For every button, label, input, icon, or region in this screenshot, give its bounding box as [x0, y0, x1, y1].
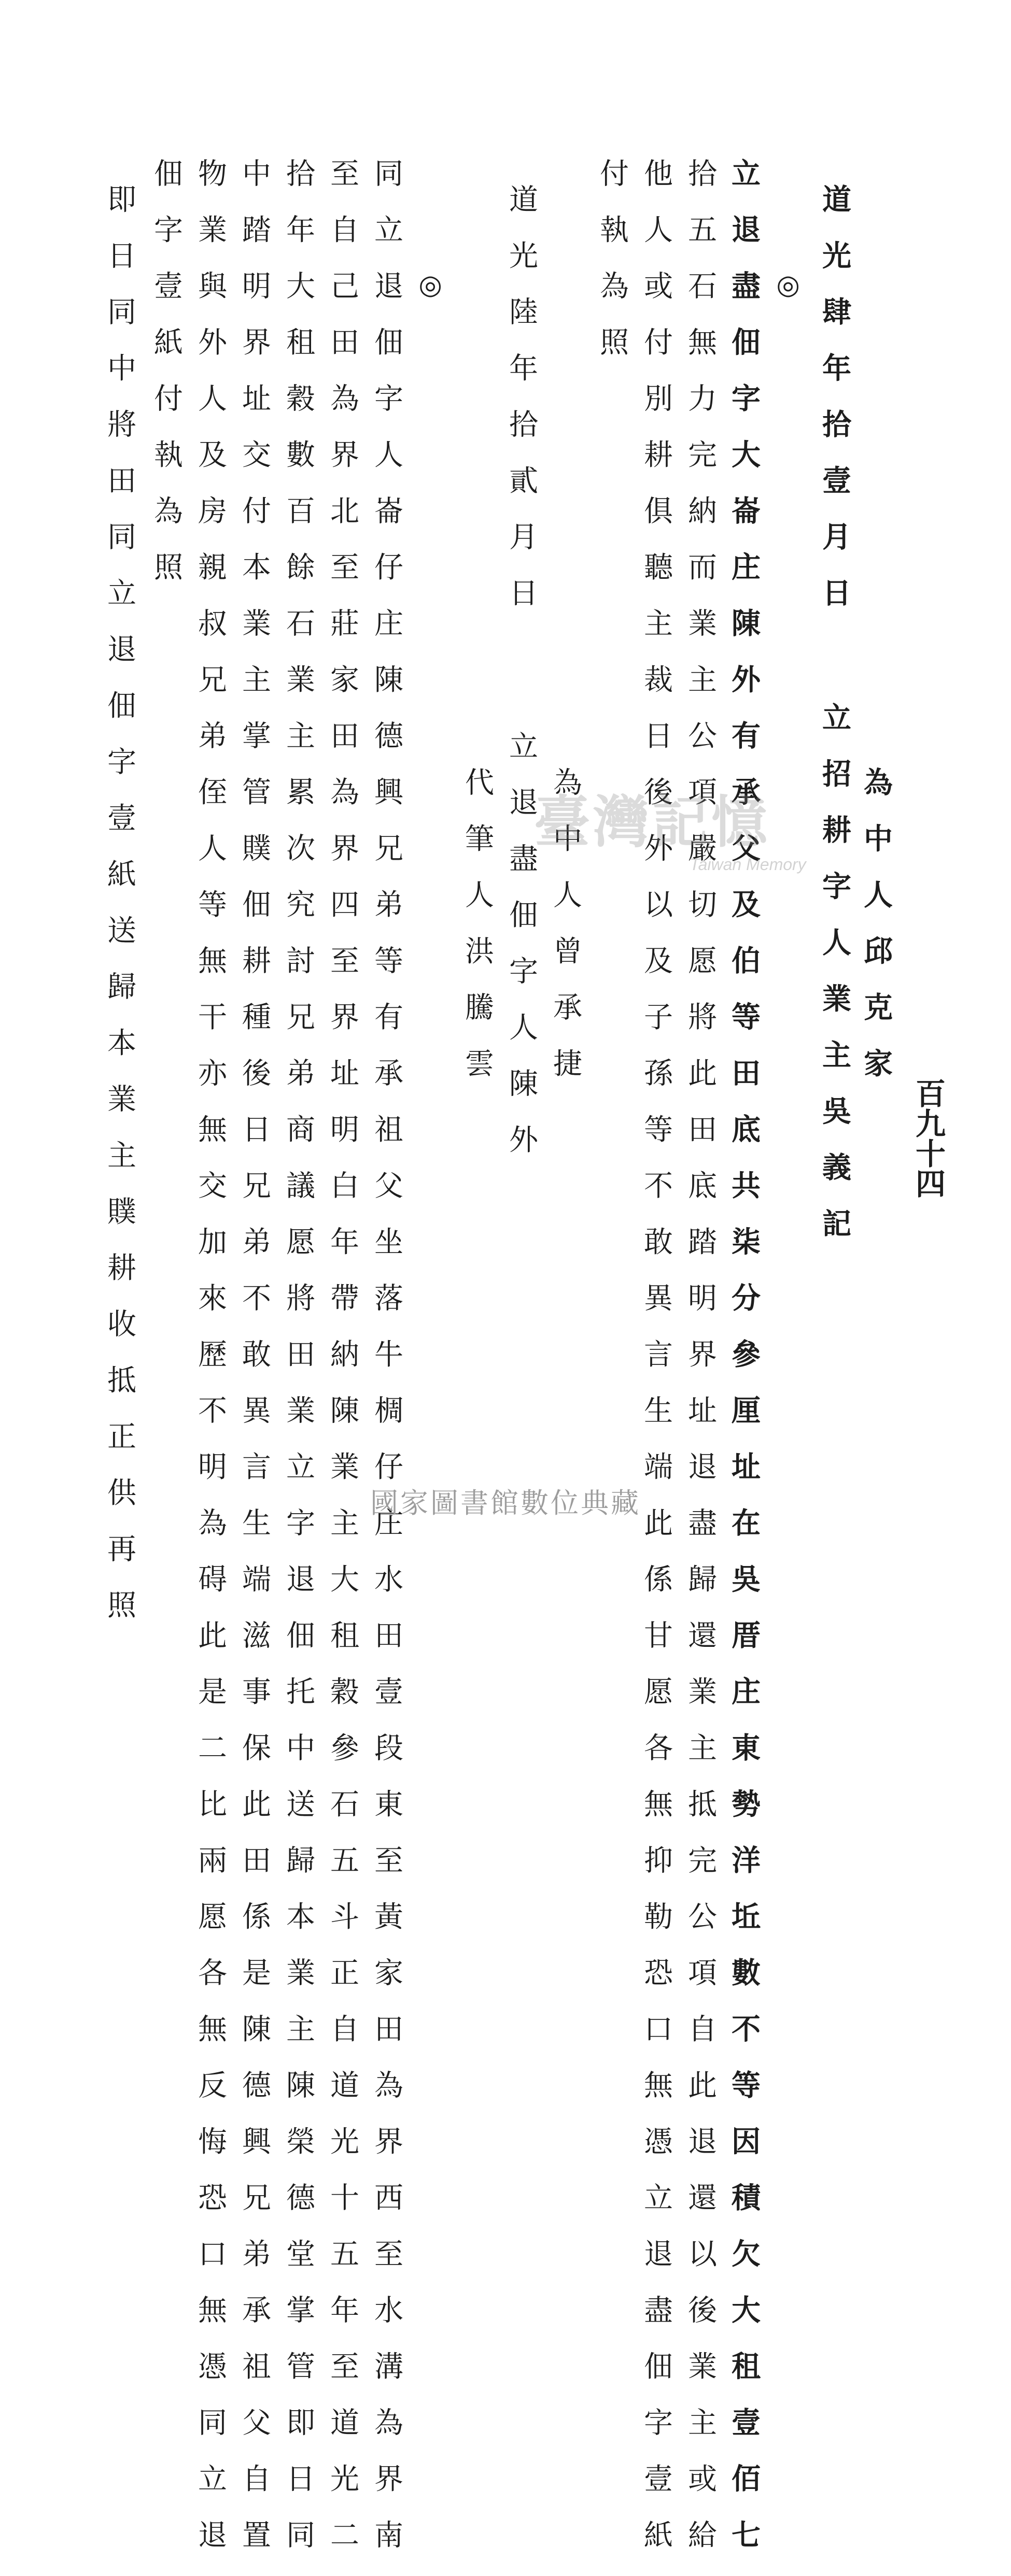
text-column: 立退盡佃字人陳外	[504, 731, 538, 1180]
text-column: 拾五石無力完納而業主公項嚴切愿將此田底踏明界址退盡歸還業主抵完公項自此退還以後業主或給	[683, 158, 717, 2576]
text-column: 為中人曾承捷	[549, 767, 582, 1104]
text-column: 代筆人洪騰雲	[460, 767, 494, 1104]
text-column: 立招耕字人業主吳義記	[818, 702, 852, 1264]
text-column: 立退盡佃字大崙庄陳外有承父及伯等田底共柒分參厘址在吳厝庄東勢洋坵數不等因積欠大租壹佰七	[727, 158, 761, 2576]
text-column: 付執為照	[595, 158, 629, 383]
text-column: 至自己田為界北至莊家田為界四至界址明白年帶納陳業主大租穀參石五斗正自道光十五年至道光二	[326, 158, 359, 2576]
text-column: 同立退佃字人崙仔庄陳德興兄弟等有承祖父坐落牛椆仔庄水田壹段東至黃家田為界西至水溝為界南	[370, 158, 403, 2576]
watermark-text: 臺灣記憶	[534, 790, 771, 855]
section-marker: ◎	[773, 269, 804, 301]
text-column: 佃字壹紙付執為照	[149, 158, 183, 608]
footer-credit: 國家圖書館數位典藏	[370, 1487, 641, 1519]
text-column: 即日同中將田同立退佃字壹紙送歸本業主贌耕收抵正供再照	[103, 184, 136, 1646]
page-number: 百九十四	[910, 1078, 946, 1198]
watermark-latin: Taiwan Memory	[690, 855, 806, 874]
text-column: 他人或付別耕俱聽主裁日後外以及子孫等不敢異言生端此係甘愿各無抑勒恐口無憑立退盡佃字壹紙	[639, 158, 673, 2576]
text-column: 中踏明界址交付本業主掌管贌佃耕種後日兄弟不敢異言生端滋事保此田係是陳德興兄弟承祖父自置	[237, 158, 271, 2576]
text-column: 為中人邱克家	[859, 767, 893, 1104]
text-column: 拾年大租穀數百餘石業主累次究討兄弟商議愿將田業立字退佃托中送歸本業主陳榮德堂掌管即日同	[282, 158, 315, 2576]
text-column: 道光肆年拾壹月日	[818, 184, 852, 634]
text-column: 物業與外人及房親叔兄弟侄人等無干亦無交加來歷不明為碍此是二比兩愿各無反悔恐口無憑同立退	[193, 158, 227, 2576]
text-column: 道光陸年拾貳月日	[504, 184, 538, 634]
section-marker: ◎	[415, 269, 446, 301]
